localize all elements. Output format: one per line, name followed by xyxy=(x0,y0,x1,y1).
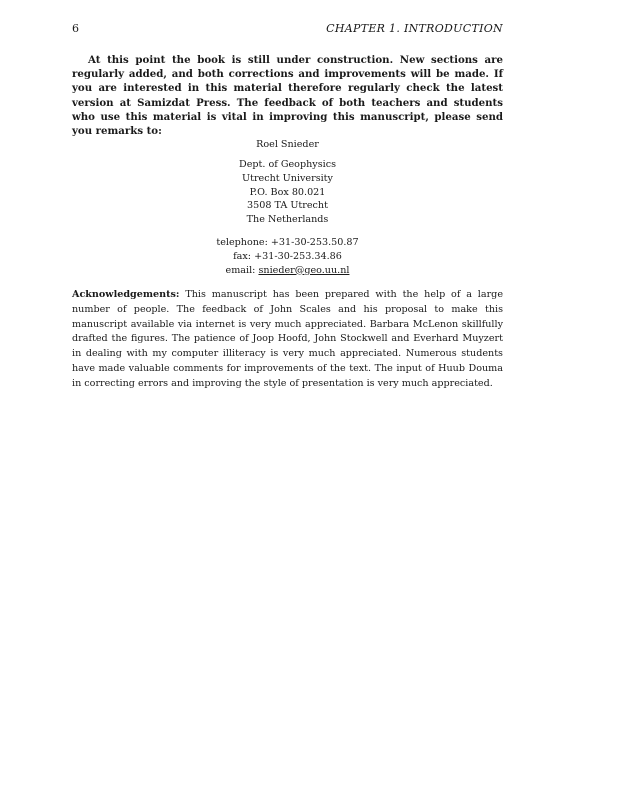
address-line: Dept. of Geophysics xyxy=(239,159,336,170)
email-label: email: xyxy=(225,264,256,276)
telephone-label: telephone: xyxy=(216,237,268,248)
acknowledgements-heading: Acknowledgements: xyxy=(72,289,180,300)
page-header xyxy=(72,22,503,38)
postal-address xyxy=(72,158,503,227)
construction-notice: At this point the book is still under construction. New sections are regularly added, and both corrections and improvements will be made. If you are interested in this material therefore regularly check the latest version at Samizdat Press. The feedback of both teachers and students who use this material is vital in improving this manuscript, please send you remarks to: xyxy=(72,54,503,138)
address-line: Utrecht University xyxy=(242,172,333,184)
fax-line xyxy=(72,250,503,264)
telephone-line xyxy=(72,236,503,250)
acknowledgements-text: This manuscript has been prepared with the help of a large number of people. The feedback of John Scales and his proposal to make this manuscript available via internet is very much appreciated. Barbara McLenon skillfully drafted the figures. The patience of Joop Hoofd, John Stockwell and Everhard Muyzert in dealing with my computer illiteracy is very much appreciated. Numerous students have made valuable comments for improvements of the text. The input of Huub Douma in correcting errors and improving the style of presentation is very much appreciated. xyxy=(72,289,503,389)
contact-numbers xyxy=(72,236,503,277)
address-line: The Netherlands xyxy=(246,214,329,226)
author-name: Roel Snieder xyxy=(256,139,319,150)
email-address[interactable]: snieder@geo.uu.nl xyxy=(258,264,350,276)
acknowledgements-paragraph xyxy=(72,288,503,392)
page-number: 6 xyxy=(72,22,79,35)
author-name-block xyxy=(72,138,503,152)
fax-label: fax: xyxy=(233,250,252,262)
telephone-number: +31-30-253.50.87 xyxy=(270,237,359,248)
running-head: CHAPTER 1. INTRODUCTION xyxy=(326,22,503,35)
fax-number: +31-30-253.34.86 xyxy=(254,250,342,262)
address-line: P.O. Box 80.021 xyxy=(249,186,326,198)
email-line xyxy=(72,264,503,278)
address-line: 3508 TA Utrecht xyxy=(247,200,328,212)
